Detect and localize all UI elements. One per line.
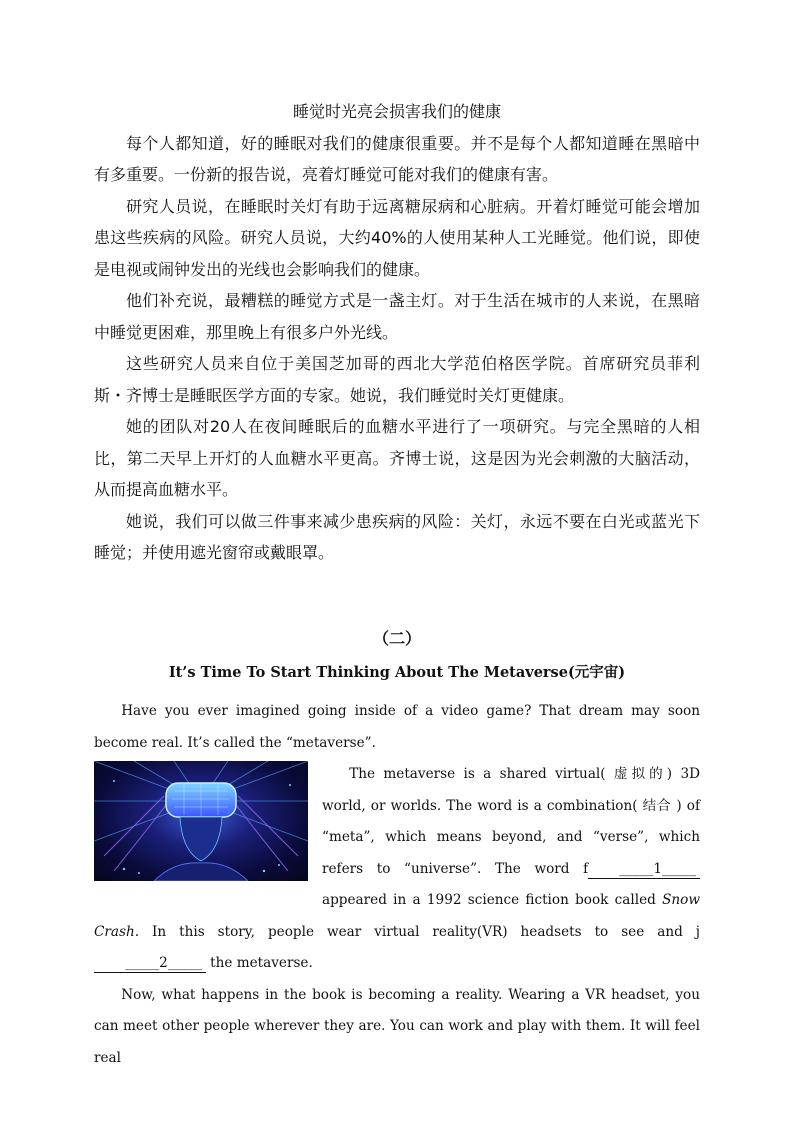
chinese-paragraph: 他们补充说，最糟糕的睡觉方式是一盏主灯。对于生活在城市的人来说，在黑暗中睡觉更困难，那里晚上有很多户外光线。 bbox=[94, 291, 700, 342]
paragraph-2-text-a: The metaverse is a shared virtual( 虚拟的) 3D world, or worlds. The word is a combination( 结合 ) of “meta”, which means beyond, and “verse”, which refers to “universe”. The word f bbox=[322, 766, 700, 877]
english-paragraph-3: Now, what happens in the book is becoming a reality. Wearing a VR headset, you can meet other people wherever they are. You can work and play with them. It will feel real bbox=[94, 986, 700, 1066]
chinese-paragraph: 研究人员说，在睡眠时关灯有助于远离糖尿病和心脏病。开着灯睡觉可能会增加患这些疾病的风险。研究人员说，大约40%的人使用某种人工光睡觉。他们说，即使是电视或闹钟发出的光线也会影响我们的健康。 bbox=[94, 196, 700, 279]
section-number: （二） bbox=[372, 629, 421, 648]
chinese-article bbox=[94, 96, 700, 569]
paragraph-2-text-b: appeared in a 1992 science fiction book called bbox=[322, 892, 663, 908]
english-paragraph-1: Have you ever imagined going inside of a video game? That dream may soon become real. It’s called the “metaverse”. bbox=[94, 703, 700, 751]
paragraph-2-text-c: . In this story, people wear virtual reality(VR) headsets to see and j bbox=[134, 923, 700, 940]
vr-headset-figure-illustration bbox=[94, 761, 308, 881]
chinese-paragraph: 她说，我们可以做三件事来减少患疾病的风险：关灯，永远不要在白光或蓝光下睡觉；并使用遮光窗帘或戴眼罩。 bbox=[94, 511, 700, 562]
blank-number-2: 2 bbox=[159, 955, 168, 971]
answer-blank-2[interactable]: _____2_____ bbox=[94, 954, 206, 973]
book-title: Snow Crash bbox=[94, 892, 700, 940]
english-article-title: It’s Time To Start Thinking About The Metaverse(元宇宙) bbox=[168, 664, 626, 681]
paragraph-2-text-d: the metaverse. bbox=[205, 955, 313, 971]
chinese-paragraph: 每个人都知道，好的睡眠对我们的健康很重要。并不是每个人都知道睡在黑暗中有多重要。一份新的报告说，亮着灯睡觉可能对我们的健康有害。 bbox=[94, 133, 700, 184]
english-article bbox=[94, 696, 700, 1074]
chinese-paragraph: 这些研究人员来自位于美国芝加哥的西北大学范伯格医学院。首席研究员菲利斯・齐博士是睡眠医学方面的专家。她说，我们睡觉时关灯更健康。 bbox=[94, 354, 700, 405]
vr-illustration-icon bbox=[94, 761, 308, 881]
chinese-article-title: 睡觉时光亮会损害我们的健康 bbox=[292, 102, 501, 121]
chinese-paragraph: 她的团队对20人在夜间睡眠后的血糖水平进行了一项研究。与完全黑暗的人相比，第二天早上开灯的人血糖水平更高。齐博士说，这是因为光会刺激的大脑活动，从而提高血糖水平。 bbox=[94, 417, 700, 499]
answer-blank-1[interactable]: _____1_____ bbox=[588, 860, 700, 879]
blank-number-1: 1 bbox=[653, 860, 663, 877]
